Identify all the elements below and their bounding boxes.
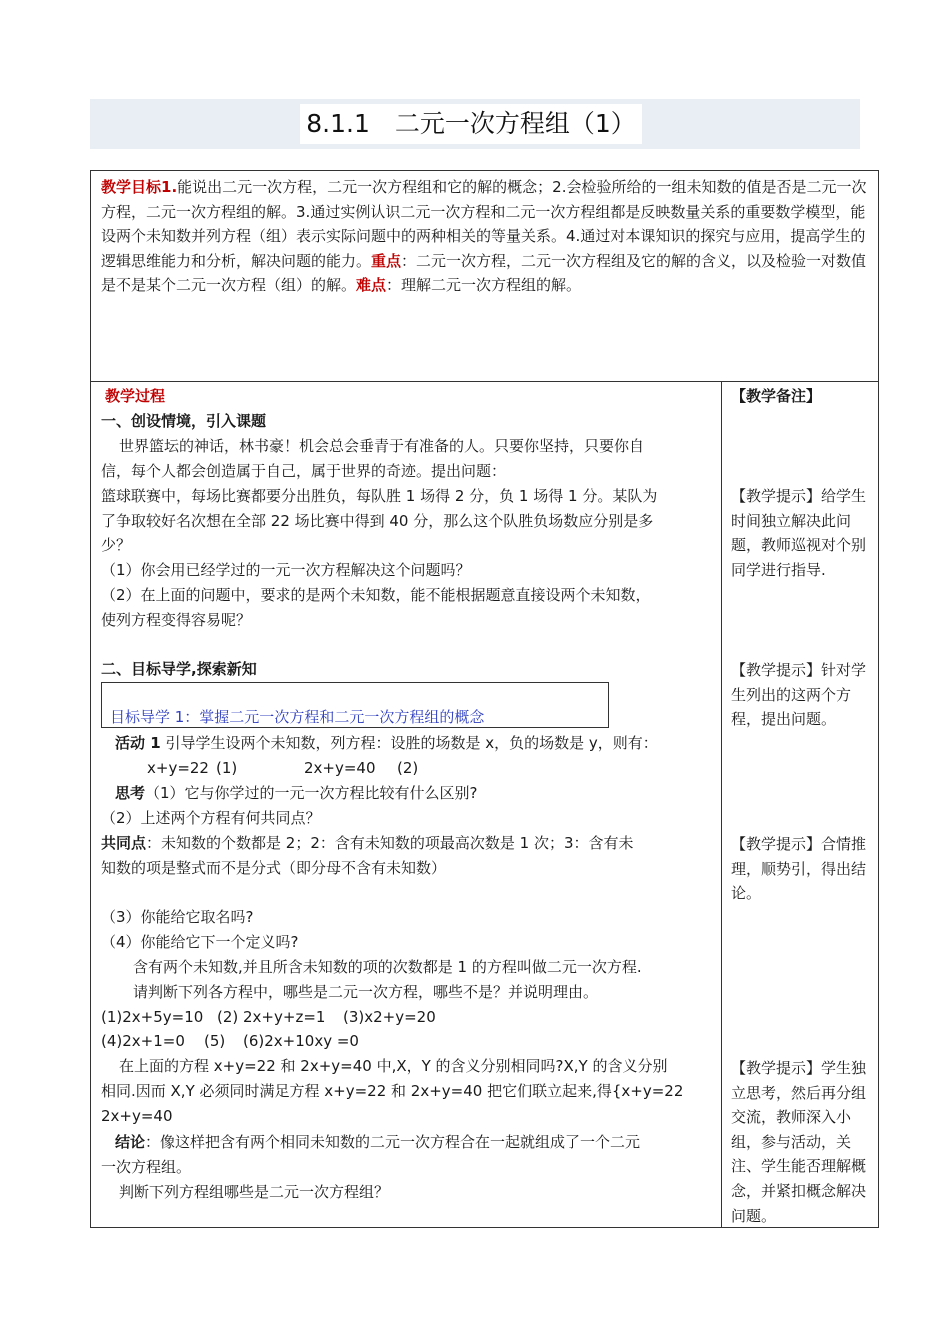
- note-tip-3: 【教学提示】合情推理，顺势引，得出结论。: [731, 835, 867, 903]
- equation-1: x+y=22: [147, 759, 209, 777]
- think-label: 思考: [115, 784, 146, 802]
- equation-2: 2x+y=40: [304, 759, 376, 777]
- question-4: （4）你能给它下一个定义吗?: [101, 933, 299, 951]
- common-text-a: ：未知数的个数都是 2；2：含有未知数的项最高次数是 1 次；3：含有未: [146, 834, 634, 852]
- question-3: （3）你能给它取名吗?: [101, 908, 254, 926]
- notes-header: 【教学备注】: [731, 387, 822, 405]
- common-a: [101, 831, 634, 856]
- target-1: 目标导学 1：掌握二元一次方程和二元一次方程组的概念: [110, 708, 485, 726]
- list-item-5: (5): [204, 1032, 226, 1050]
- goals-text: [101, 175, 871, 298]
- paragraph-1b: 信，每个人都会创造属于自己，属于世界的奇迹。提出问题：: [101, 462, 507, 480]
- note-tip-4: 【教学提示】学生独立思考，然后再分组交流，教师深入小组，参与活动，关注、学生能否理解概念，并紧扣概念解决问题。: [731, 1059, 867, 1225]
- meaning-b: 相同.因而 X,Y 必须同时满足方程 x+y=22 和 2x+y=40 把它们联立起来,得{x+y=22: [101, 1082, 684, 1100]
- key-text: ：二元一次方程，二元一次方程组及它的解的含义，以及检验一对数值是不是某个二元一次方程（组）的解。: [101, 251, 867, 295]
- goals-num1: 1.: [161, 178, 178, 196]
- section2-title: 二、目标导学,探索新知: [101, 660, 257, 678]
- note-tip-2: 【教学提示】针对学生列出的这两个方程，提出问题。: [731, 661, 867, 729]
- conclusion-label: 结论: [115, 1133, 146, 1151]
- common-label: 共同点: [101, 834, 147, 852]
- think-2: （2）上述两个方程有何共同点？: [101, 809, 321, 827]
- section1-title: 一、创设情境，引入课题: [101, 412, 267, 430]
- list-item-3: (3)x2+y=20: [343, 1008, 436, 1026]
- conclusion-a: [115, 1130, 640, 1155]
- activity-1-label: 活动 1: [115, 734, 161, 752]
- list-item-2: (2) 2x+y+z=1: [217, 1008, 326, 1026]
- list-item-4: (4)2x+1=0: [101, 1032, 185, 1050]
- think: [115, 781, 478, 806]
- paragraph-2c: 少？: [101, 536, 132, 554]
- goals-box: [90, 170, 879, 382]
- goals-text1: 能说出二元一次方程，二元一次方程组和它的解的概念；2.会检验所给的一组未知数的值是否是二元一次方程，二元一次方程组的解。3.通过实例认识二元一次方程和二元一次方程组都是反映数量关系的重要数学模型，能设两个未知数并列方程（组）表示实际问题中的两种相关的等量关系。4.通过对本课知识的探究与应用，提高学生的逻辑思维能力和分析，解决问题的能力。: [101, 178, 867, 270]
- paragraph-2a: 篮球联赛中，每场比赛都要分出胜负，每队胜 1 场得 2 分，负 1 场得 1 分。某队为: [101, 487, 658, 505]
- activity-1-text: 引导学生设两个未知数，列方程：设胜的场数是 x，负的场数是 y，则有：: [160, 734, 658, 752]
- paragraph-1a: 世界篮坛的神话，林书豪！机会总会垂青于有准备的人。只要你坚持，只要你自: [119, 437, 645, 455]
- list-item-6: (6)2x+10xy =0: [243, 1032, 359, 1050]
- paragraph-2b: 了争取较好名次想在全部 22 场比赛中得到 40 分，那么这个队胜负场数应分别是多: [101, 512, 654, 530]
- meaning-a: 在上面的方程 x+y=22 和 2x+y=40 中,X，Y 的含义分别相同吗?X,Y 的含义分别: [119, 1057, 668, 1075]
- think-text: （1）它与你学过的一元一次方程比较有什么区别?: [145, 784, 478, 802]
- question-2a: （2）在上面的问题中，要求的是两个未知数，能不能根据题意直接设两个未知数，: [101, 586, 651, 604]
- conclusion-text-a: ：像这样把含有两个相同未知数的二元一次方程合在一起就组成了一个二元: [145, 1133, 641, 1151]
- judge-1: 请判断下列各方程中，哪些是二元一次方程，哪些不是？并说明理由。: [133, 983, 599, 1001]
- meaning-c: 2x+y=40: [101, 1107, 173, 1125]
- note-tip-1: 【教学提示】给学生时间独立解决此问题，教师巡视对个别同学进行指导.: [731, 487, 867, 579]
- conclusion-b: 一次方程组。: [101, 1158, 192, 1176]
- question-1: （1）你会用已经学过的一元一次方程解决这个问题吗？: [101, 561, 471, 579]
- equation-1-number: (1): [216, 759, 238, 777]
- list-item-1: (1)2x+5y=10: [101, 1008, 204, 1026]
- common-b: 知数的项是整式而不是分式（即分母不含有未知数）: [101, 859, 447, 877]
- equation-2-number: (2): [397, 759, 419, 777]
- page-title: 8.1.1 二元一次方程组（1）: [300, 104, 642, 144]
- goals-label: 教学目标: [101, 178, 162, 196]
- process-heading: 教学过程: [105, 387, 166, 405]
- activity-1: [115, 731, 658, 756]
- judge-2: 判断下列方程组哪些是二元一次方程组？: [119, 1183, 390, 1201]
- hard-text: ：理解二元一次方程组的解。: [386, 276, 582, 295]
- hard-label: 难点: [356, 276, 387, 295]
- definition: 含有两个未知数,并且所含未知数的项的次数都是 1 的方程叫做二元一次方程.: [133, 958, 642, 976]
- key-label: 重点: [371, 251, 402, 270]
- question-2b: 使列方程变得容易呢？: [101, 611, 252, 629]
